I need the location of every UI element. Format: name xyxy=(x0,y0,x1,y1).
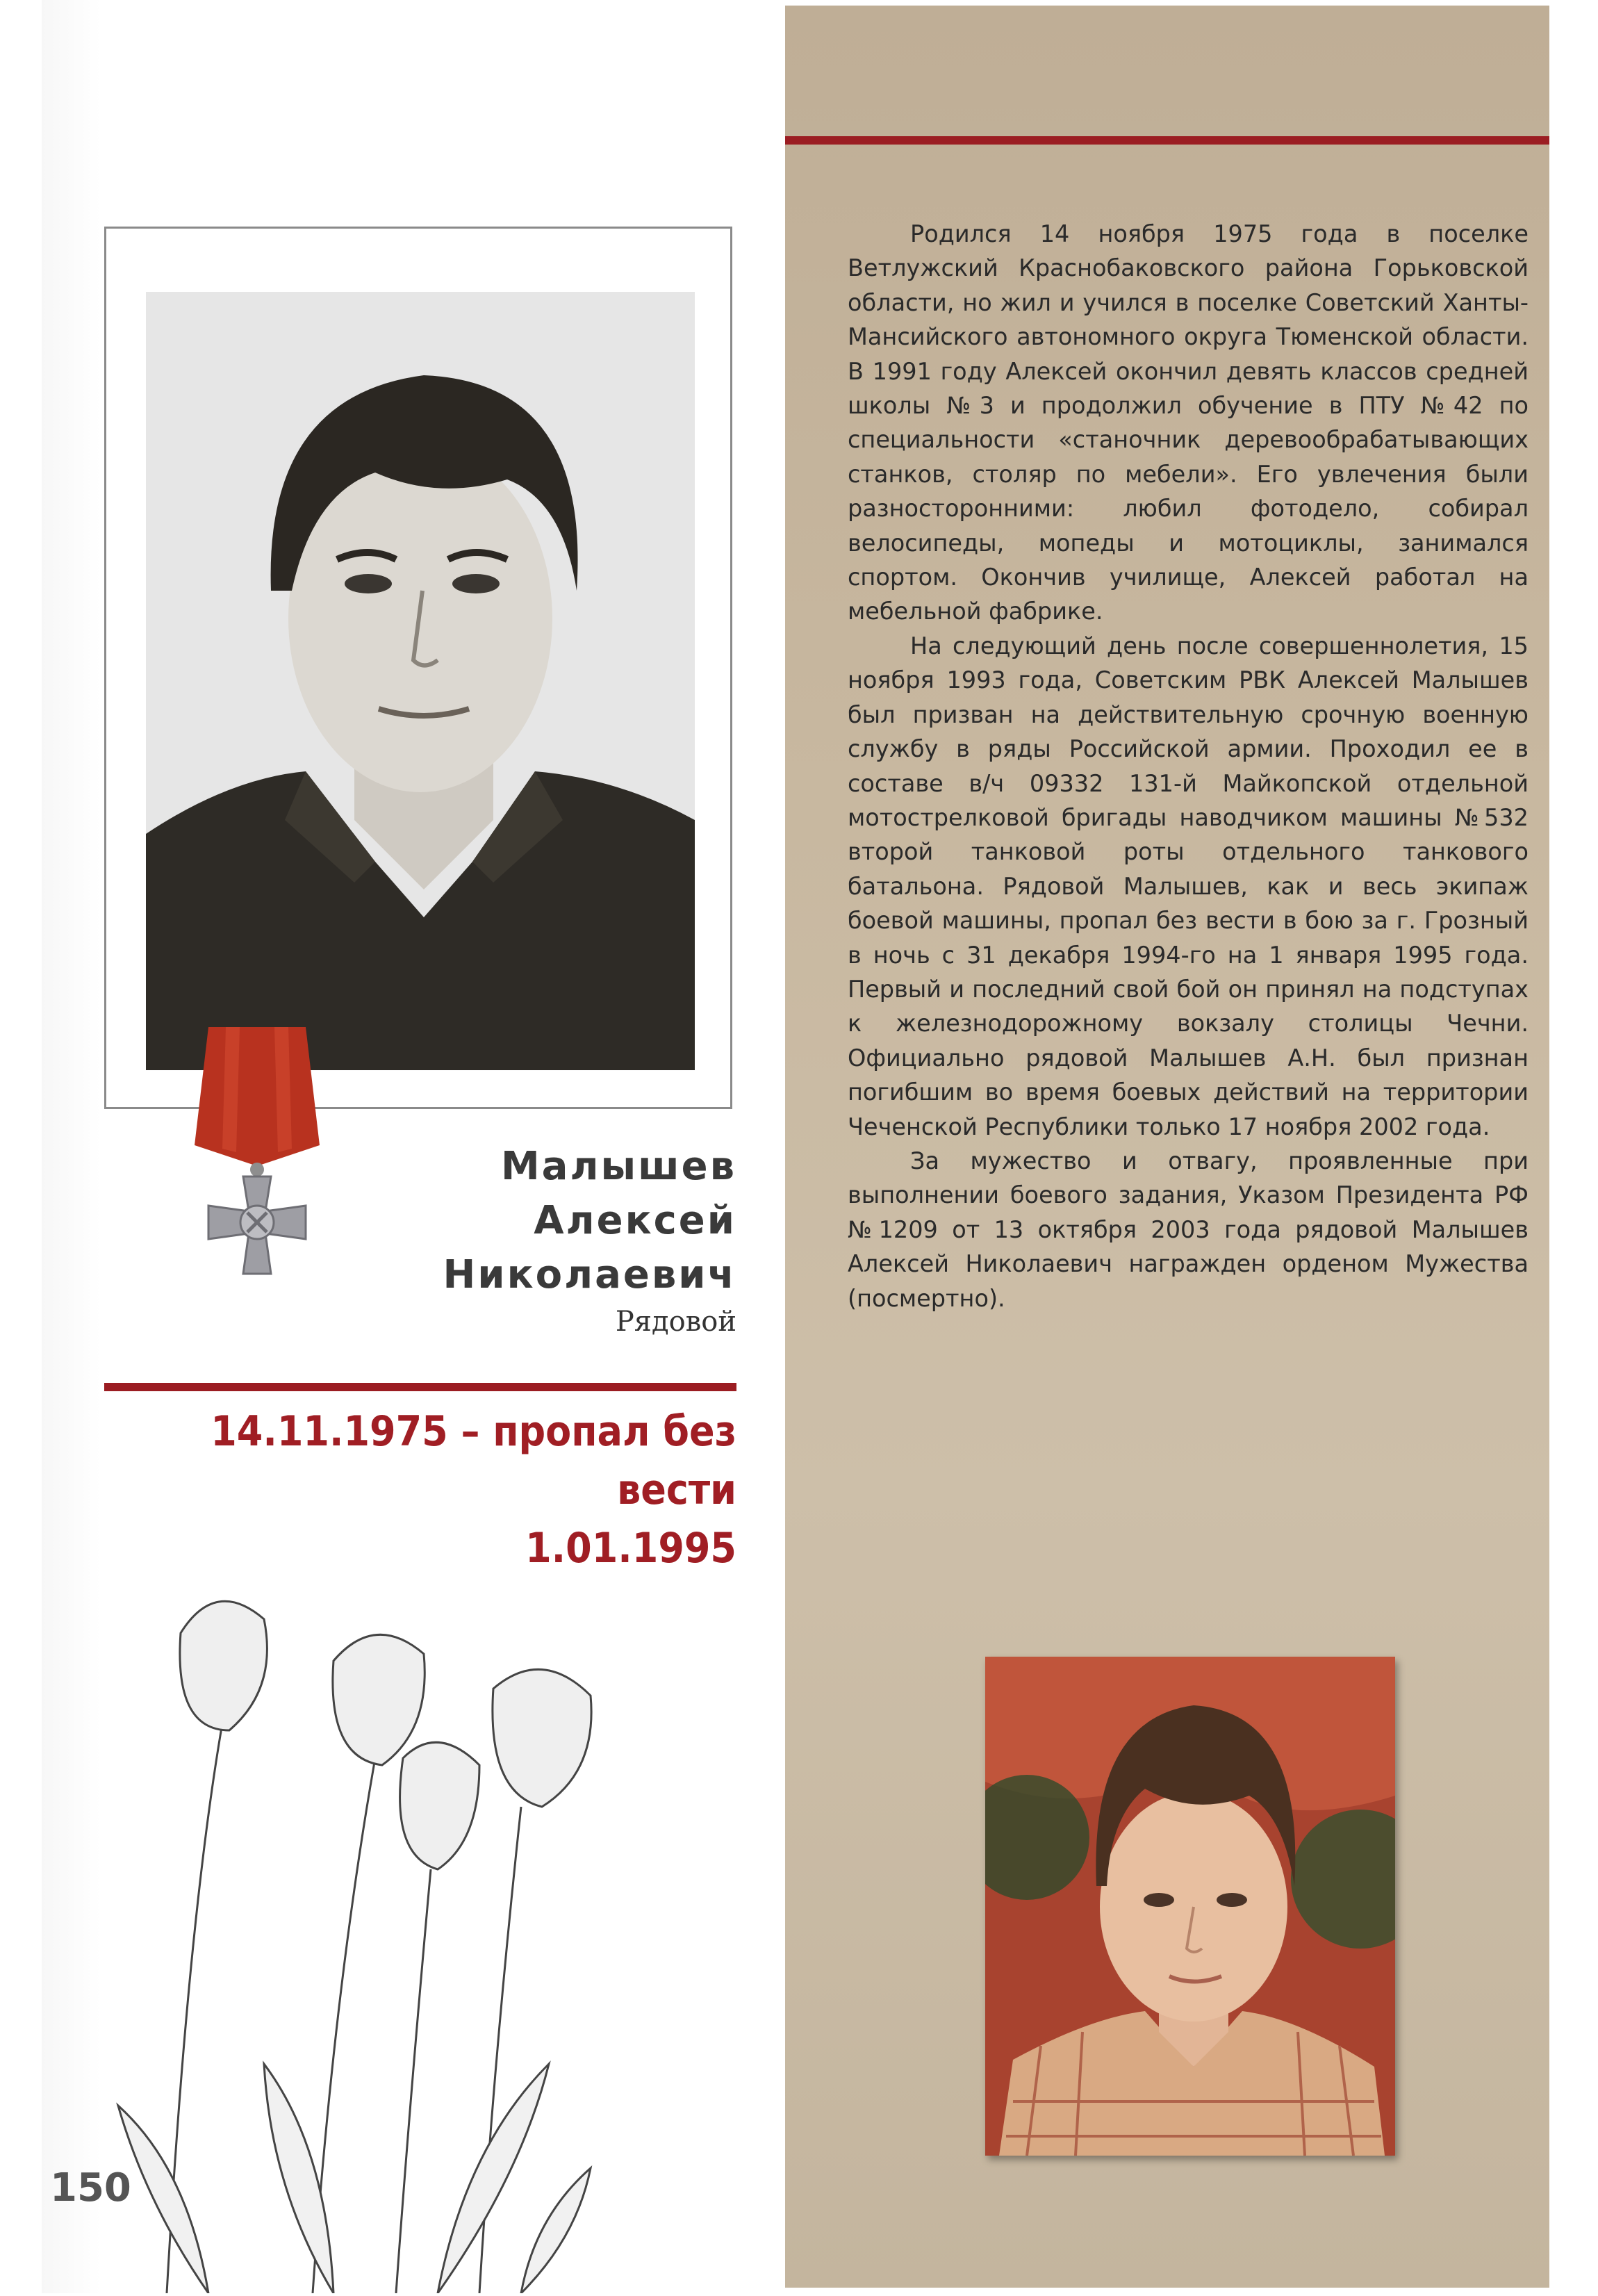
dates-line-1: 14.11.1975 – пропал без вести xyxy=(211,1407,736,1514)
life-dates xyxy=(97,1402,736,1577)
childhood-photo xyxy=(985,1657,1395,2156)
childhood-photo-image xyxy=(985,1657,1395,2156)
page-number: 150 xyxy=(50,2165,131,2211)
person-name-block xyxy=(250,1140,736,1341)
dates-rule xyxy=(104,1383,736,1391)
surname: Малышев xyxy=(500,1144,736,1189)
dates-line-2: 1.01.1995 xyxy=(525,1524,736,1573)
biography-paragraph-3: За мужество и отвагу, проявленные при выполнении боевого задания, Указом Президента РФ №1209 от 13 октября 2003 года рядовой Малышев Алексей Николаевич награжден орденом Мужества (посмертно). xyxy=(848,1147,1529,1312)
tulips-illustration xyxy=(104,1577,730,2293)
biography-paragraph-1: Родился 14 ноября 1975 года в поселке Ветлужский Краснобаковского района Горьковской области, но жил и учился в поселке Советский Ханты-Мансийского автономного округа Тюменской области. В 1991 году Алексей окончил девять классов средней школы №3 и продолжил обучение в ПТУ №42 по специальности «станочник деревообрабатывающих станков, столяр по мебели». Его увлечения были разносторонними: любил фотодело, собирал велосипеды, мопеды и мотоциклы, занимался спортом. Окончив училище, Алексей работал на мебельной фабрике. xyxy=(848,220,1529,625)
right-panel-rule xyxy=(785,136,1549,145)
soldier-portrait-photo xyxy=(146,292,695,1070)
military-rank: Рядовой xyxy=(615,1306,736,1338)
biography-text xyxy=(848,217,1529,1315)
soldier-portrait-image xyxy=(146,292,695,1070)
biography-paragraph-2: На следующий день после совершеннолетия, 15 ноября 1993 года, Советским РВК Алексей Малышев был призван на действительную срочную военную службу в ряды Российской армии. Проходил ее в составе в/ч 09332 131-й Майкопской отдельной мотострелковой бригады наводчиком машины №532 второй танковой роты отдельного танкового батальона. Рядовой Малышев, как и весь экипаж боевой машины, пропал без вести в бою за г. Грозный в ночь с 31 декабря 1994-го на 1 января 1995 года. Первый и последний свой бой он принял на подступах к железнодорожному вокзалу столицы Чечни. Официально рядовой Малышев А.Н. был признан погибшим во время боевых действий на территории Чеченской Республики только 17 ноября 2002 года. xyxy=(848,632,1529,1140)
patronymic: Николаевич xyxy=(443,1252,736,1297)
given-name: Алексей xyxy=(534,1198,736,1243)
